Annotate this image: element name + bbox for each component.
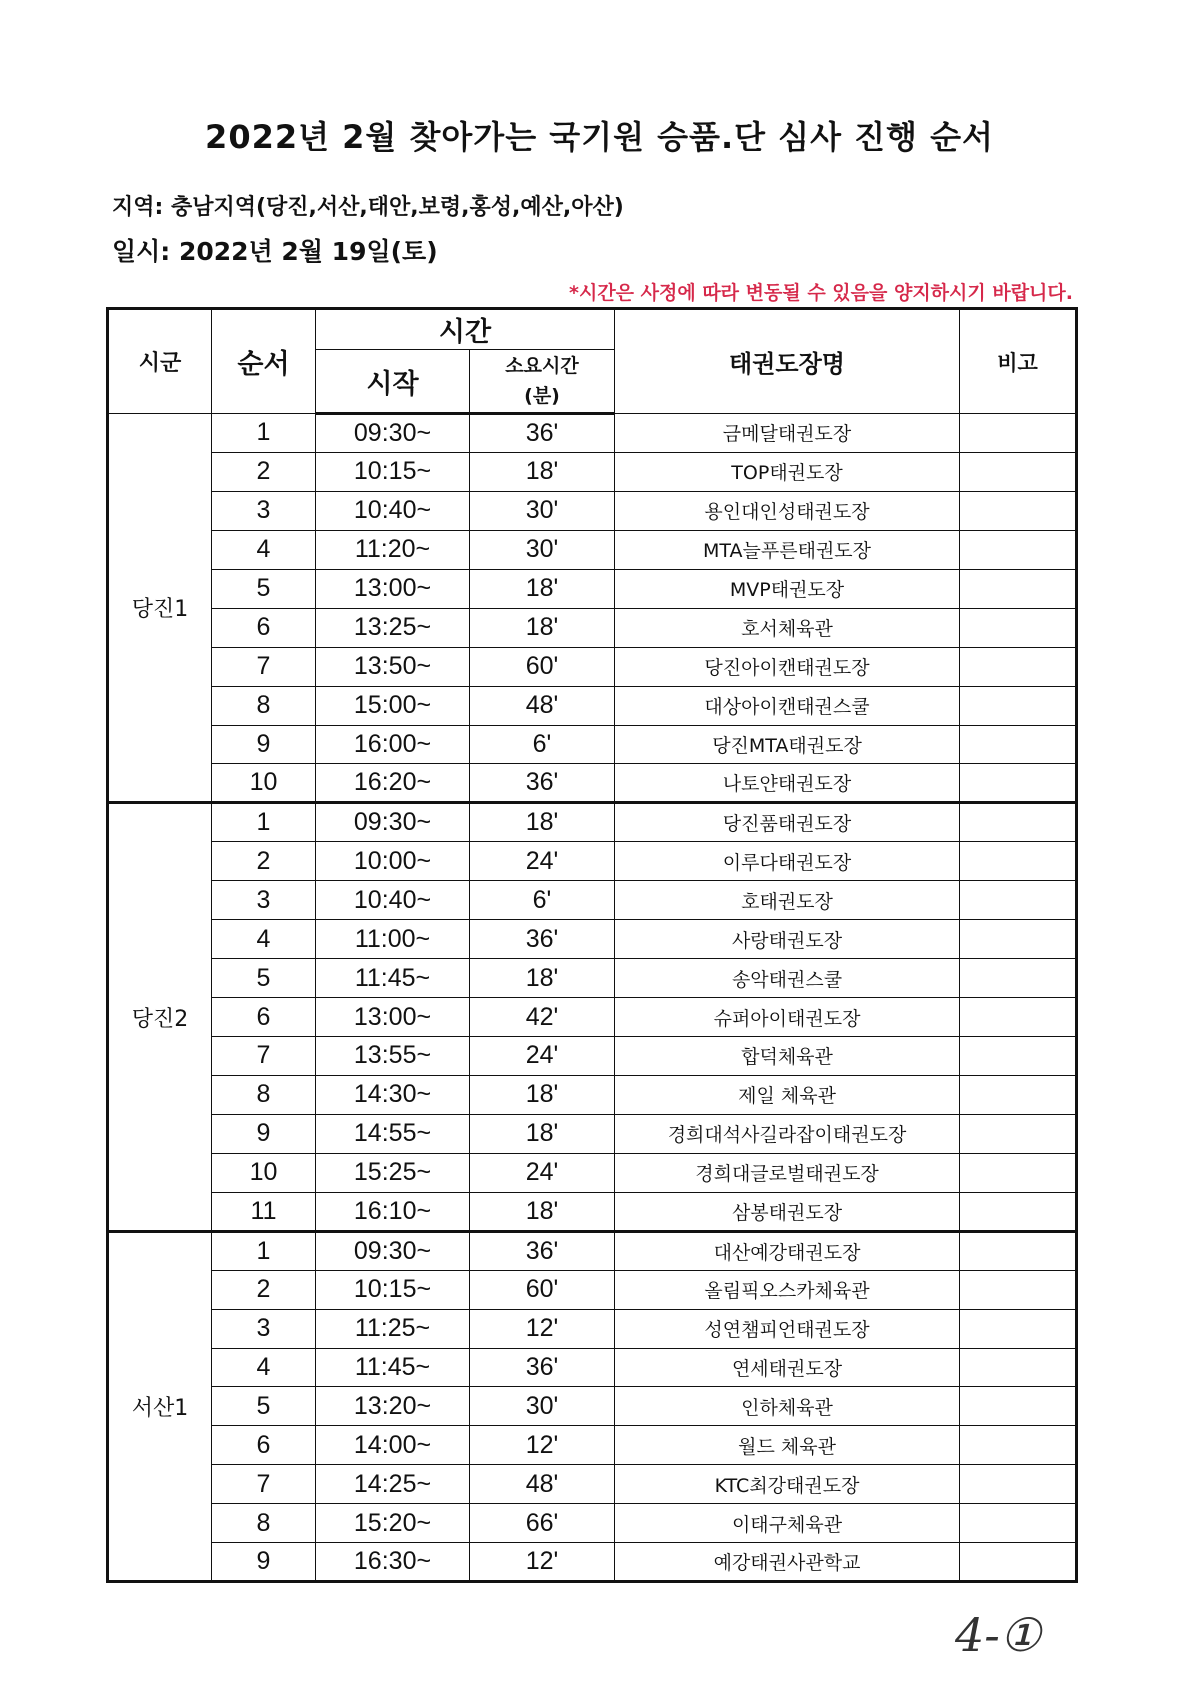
order-cell: 3 [212,1309,316,1348]
order-cell: 3 [212,881,316,920]
table-row [108,1504,1077,1543]
school-name-cell: 이태구체육관 [615,1504,960,1543]
duration-cell: 6' [470,881,615,920]
note-cell [960,920,1077,959]
order-cell: 4 [212,1348,316,1387]
order-cell: 4 [212,530,316,569]
table-row [108,608,1077,647]
start-time-cell: 13:20~ [316,1387,470,1426]
duration-cell: 30' [470,491,615,530]
duration-cell: 42' [470,998,615,1037]
school-name-cell: 호태권도장 [615,881,960,920]
duration-cell: 12' [470,1543,615,1582]
date-line: 일시: 2022년 2월 19일(토) [112,237,438,266]
school-name-cell: 대산예강태권도장 [615,1231,960,1270]
table-row [108,1114,1077,1153]
note-cell [960,959,1077,998]
order-cell: 5 [212,569,316,608]
note-cell [960,881,1077,920]
note-cell [960,1504,1077,1543]
duration-cell: 12' [470,1309,615,1348]
school-name-cell: 경희대글로벌태권도장 [615,1153,960,1192]
start-time-cell: 14:30~ [316,1075,470,1114]
table-row [108,959,1077,998]
school-name-cell: 당진MTA태권도장 [615,725,960,764]
duration-cell: 18' [470,1192,615,1231]
start-time-cell: 10:40~ [316,491,470,530]
note-cell [960,608,1077,647]
school-name-cell: 경희대석사길라잡이태권도장 [615,1114,960,1153]
table-row [108,1270,1077,1309]
order-cell: 7 [212,1465,316,1504]
table-row [108,569,1077,608]
school-name-cell: 삼봉태권도장 [615,1192,960,1231]
note-cell [960,686,1077,725]
duration-cell: 66' [470,1504,615,1543]
header-school-name: 태권도장명 [615,309,960,414]
header-city: 시군 [108,309,212,414]
note-cell [960,1192,1077,1231]
note-cell [960,764,1077,803]
school-name-cell: 인하체육관 [615,1387,960,1426]
start-time-cell: 09:30~ [316,414,470,453]
start-time-cell: 16:00~ [316,725,470,764]
header-order: 순서 [212,309,316,414]
table-row [108,1426,1077,1465]
start-time-cell: 10:40~ [316,881,470,920]
duration-cell: 6' [470,725,615,764]
duration-cell: 36' [470,414,615,453]
document-title: 2022년 2월 찾아가는 국기원 승품.단 심사 진행 순서 [205,118,994,156]
note-cell [960,1037,1077,1076]
table-row [108,491,1077,530]
order-cell: 5 [212,959,316,998]
table-row [108,764,1077,803]
start-time-cell: 10:15~ [316,452,470,491]
note-cell [960,414,1077,453]
note-cell [960,1231,1077,1270]
start-time-cell: 13:00~ [316,569,470,608]
city-cell: 서산1 [108,1231,212,1581]
order-cell: 10 [212,764,316,803]
note-cell [960,1387,1077,1426]
table-row [108,998,1077,1037]
order-cell: 5 [212,1387,316,1426]
school-name-cell: TOP태권도장 [615,452,960,491]
region-line: 지역: 충남지역(당진,서산,태안,보령,홍성,예산,아산) [112,195,624,220]
duration-cell: 36' [470,1348,615,1387]
school-name-cell: 당진품태권도장 [615,803,960,842]
note-cell [960,491,1077,530]
order-cell: 6 [212,998,316,1037]
school-name-cell: KTC최강태권도장 [615,1465,960,1504]
header-duration-line2: (분) [524,385,560,407]
table-row [108,1037,1077,1076]
start-time-cell: 09:30~ [316,803,470,842]
duration-cell: 60' [470,647,615,686]
order-cell: 11 [212,1192,316,1231]
note-cell [960,530,1077,569]
note-cell [960,647,1077,686]
header-note: 비고 [960,309,1077,414]
school-name-cell: 월드 체육관 [615,1426,960,1465]
time-change-notice: *시간은 사정에 따라 변동될 수 있음을 양지하시기 바랍니다. [569,282,1073,304]
start-time-cell: 15:00~ [316,686,470,725]
order-cell: 9 [212,1543,316,1582]
table-row [108,1231,1077,1270]
start-time-cell: 16:30~ [316,1543,470,1582]
order-cell: 8 [212,686,316,725]
table-row [108,881,1077,920]
order-cell: 6 [212,1426,316,1465]
start-time-cell: 11:20~ [316,530,470,569]
start-time-cell: 14:55~ [316,1114,470,1153]
note-cell [960,725,1077,764]
duration-cell: 18' [470,1075,615,1114]
duration-cell: 36' [470,764,615,803]
school-name-cell: 대상아이캔태권스쿨 [615,686,960,725]
table-row [108,530,1077,569]
duration-cell: 30' [470,1387,615,1426]
school-name-cell: 올림픽오스카체육관 [615,1270,960,1309]
table-row [108,1075,1077,1114]
table-row [108,803,1077,842]
order-cell: 9 [212,725,316,764]
table-row [108,1543,1077,1582]
order-cell: 1 [212,1231,316,1270]
duration-cell: 36' [470,1231,615,1270]
start-time-cell: 14:00~ [316,1426,470,1465]
schedule-table [106,307,1078,1583]
start-time-cell: 16:20~ [316,764,470,803]
start-time-cell: 13:00~ [316,998,470,1037]
order-cell: 9 [212,1114,316,1153]
school-name-cell: 이루다태권도장 [615,842,960,881]
note-cell [960,1270,1077,1309]
order-cell: 8 [212,1504,316,1543]
start-time-cell: 15:25~ [316,1153,470,1192]
city-cell: 당진1 [108,414,212,803]
order-cell: 2 [212,1270,316,1309]
duration-cell: 48' [470,1465,615,1504]
table-row [108,1153,1077,1192]
order-cell: 7 [212,647,316,686]
order-cell: 6 [212,608,316,647]
note-cell [960,842,1077,881]
note-cell [960,1543,1077,1582]
school-name-cell: 송악태권스쿨 [615,959,960,998]
table-row [108,725,1077,764]
note-cell [960,998,1077,1037]
start-time-cell: 14:25~ [316,1465,470,1504]
duration-cell: 30' [470,530,615,569]
note-cell [960,803,1077,842]
duration-cell: 18' [470,959,615,998]
duration-cell: 24' [470,1037,615,1076]
school-name-cell: 호서체육관 [615,608,960,647]
order-cell: 3 [212,491,316,530]
order-cell: 1 [212,414,316,453]
duration-cell: 60' [470,1270,615,1309]
school-name-cell: 제일 체육관 [615,1075,960,1114]
table-row [108,1387,1077,1426]
school-name-cell: 용인대인성태권도장 [615,491,960,530]
header-duration [470,350,615,414]
table-row [108,1465,1077,1504]
note-cell [960,1153,1077,1192]
note-cell [960,1114,1077,1153]
start-time-cell: 15:20~ [316,1504,470,1543]
start-time-cell: 13:50~ [316,647,470,686]
order-cell: 10 [212,1153,316,1192]
schedule-body [108,414,1077,1582]
duration-cell: 24' [470,1153,615,1192]
school-name-cell: 성연챔피언태권도장 [615,1309,960,1348]
header-start: 시작 [316,350,470,414]
note-cell [960,1426,1077,1465]
table-row [108,647,1077,686]
duration-cell: 24' [470,842,615,881]
start-time-cell: 10:00~ [316,842,470,881]
school-name-cell: 당진아이캔태권도장 [615,647,960,686]
order-cell: 2 [212,452,316,491]
header-duration-line1: 소요시간 [505,355,579,377]
duration-cell: 18' [470,803,615,842]
school-name-cell: 금메달태권도장 [615,414,960,453]
start-time-cell: 11:25~ [316,1309,470,1348]
school-name-cell: 합덕체육관 [615,1037,960,1076]
school-name-cell: 나토얀태권도장 [615,764,960,803]
page-mark: 4-① [955,1608,1042,1662]
duration-cell: 48' [470,686,615,725]
order-cell: 8 [212,1075,316,1114]
city-cell: 당진2 [108,803,212,1231]
start-time-cell: 11:00~ [316,920,470,959]
duration-cell: 12' [470,1426,615,1465]
order-cell: 7 [212,1037,316,1076]
order-cell: 4 [212,920,316,959]
school-name-cell: 사랑태권도장 [615,920,960,959]
note-cell [960,1309,1077,1348]
table-row [108,452,1077,491]
note-cell [960,569,1077,608]
table-row [108,920,1077,959]
start-time-cell: 11:45~ [316,959,470,998]
school-name-cell: 슈퍼아이태권도장 [615,998,960,1037]
start-time-cell: 09:30~ [316,1231,470,1270]
note-cell [960,1348,1077,1387]
table-row [108,1348,1077,1387]
school-name-cell: MTA늘푸른태권도장 [615,530,960,569]
start-time-cell: 11:45~ [316,1348,470,1387]
school-name-cell: 연세태권도장 [615,1348,960,1387]
table-row [108,414,1077,453]
duration-cell: 18' [470,569,615,608]
start-time-cell: 13:25~ [316,608,470,647]
order-cell: 2 [212,842,316,881]
table-row [108,1192,1077,1231]
start-time-cell: 16:10~ [316,1192,470,1231]
duration-cell: 18' [470,1114,615,1153]
start-time-cell: 10:15~ [316,1270,470,1309]
school-name-cell: MVP태권도장 [615,569,960,608]
school-name-cell: 예강태권사관학교 [615,1543,960,1582]
note-cell [960,452,1077,491]
duration-cell: 18' [470,608,615,647]
note-cell [960,1465,1077,1504]
note-cell [960,1075,1077,1114]
header-time: 시간 [316,309,615,350]
table-row [108,1309,1077,1348]
duration-cell: 36' [470,920,615,959]
duration-cell: 18' [470,452,615,491]
table-row [108,686,1077,725]
table-row [108,842,1077,881]
start-time-cell: 13:55~ [316,1037,470,1076]
order-cell: 1 [212,803,316,842]
